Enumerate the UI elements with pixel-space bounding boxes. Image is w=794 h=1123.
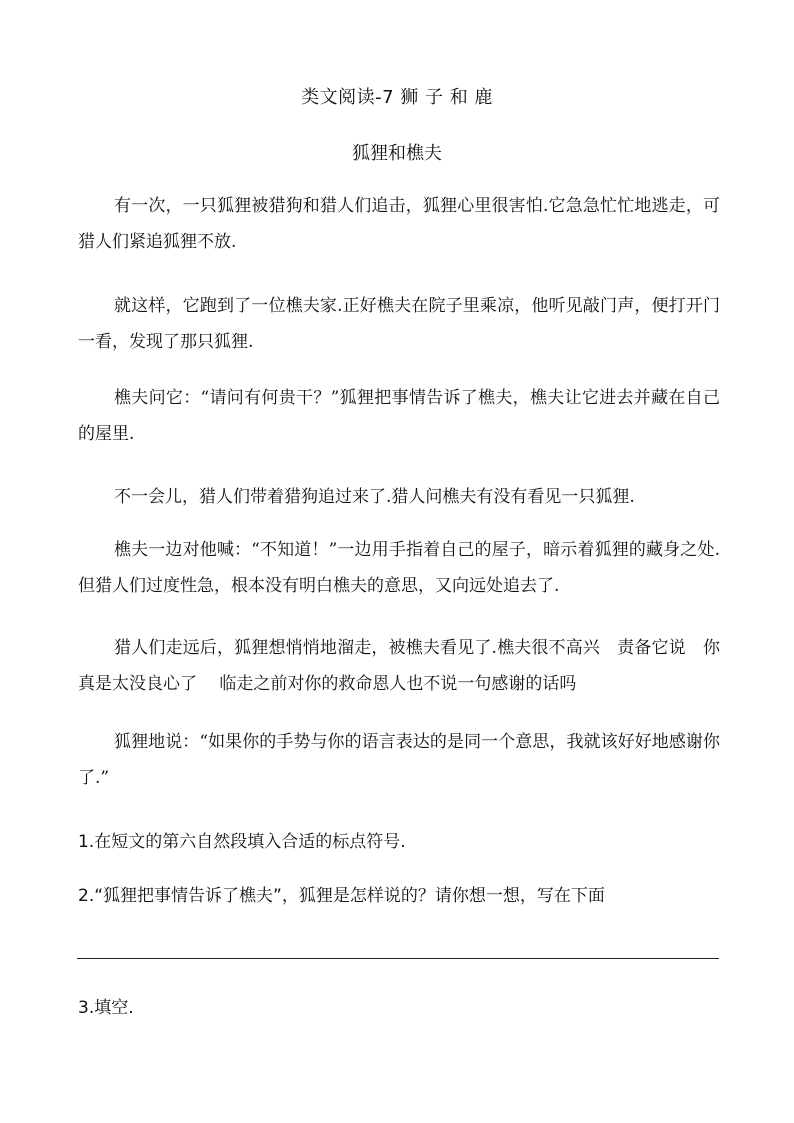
paragraph-5: 樵夫一边对他喊：“不知道！”一边用手指着自己的屋子，暗示着狐狸的藏身之处.但猎人们过度性急，根本没有明白樵夫的意思，又向远处追去了. [78,540,720,596]
answer-line [77,958,719,959]
paragraph-7: 狐狸地说：“如果你的手势与你的语言表达的是同一个意思，我就该好好地感谢你了.” [78,732,720,788]
question-1: 1.在短文的第六自然段填入合适的标点符号. [78,832,406,852]
paragraph-3: 樵夫问它：“请问有何贵干？”狐狸把事情告诉了樵夫，樵夫让它进去并藏在自己的屋里. [78,388,720,444]
paragraph-4: 不一会儿，猎人们带着猎狗追过来了.猎人问樵夫有没有看见一只狐狸. [114,487,635,507]
story-title: 狐狸和樵夫 [352,143,442,164]
question-3: 3.填空. [78,998,134,1018]
paragraph-2: 就这样，它跑到了一位樵夫家.正好樵夫在院子里乘凉，他听见敲门声，便打开门一看，发现了那只狐狸. [78,296,720,352]
paragraph-1: 有一次，一只狐狸被猎狗和猎人们追击，狐狸心里很害怕.它急急忙忙地逃走，可猎人们紧追狐狸不放. [78,196,720,252]
paragraph-6: 猎人们走远后，狐狸想悄悄地溜走，被樵夫看见了.樵夫很不高兴 责备它说 你真是太没良心了 临走之前对你的救命恩人也不说一句感谢的话吗 [78,638,720,694]
document-title: 类文阅读-7 狮 子 和 鹿 [301,87,493,108]
question-2: 2.“狐狸把事情告诉了樵夫”，狐狸是怎样说的？请你想一想，写在下面 [78,886,605,906]
